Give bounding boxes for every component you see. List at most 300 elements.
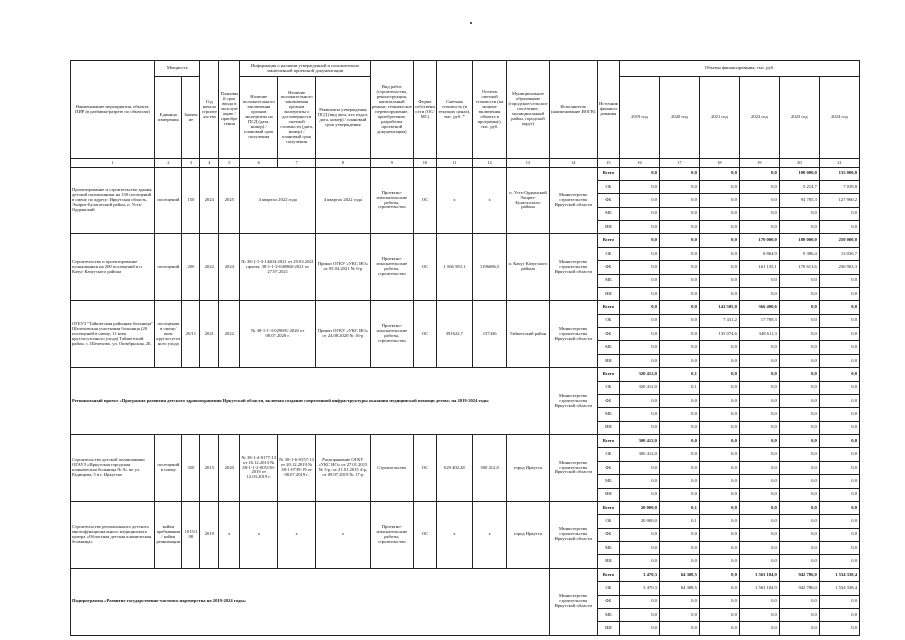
funding-value: 0,0 <box>819 528 859 541</box>
object-cost-conclusion: № 38-1-6-0157-13 от 20.12.2019 № 38-1-0739-19 от 08.07.2019 г. <box>278 435 316 502</box>
funding-value: 0,0 <box>619 261 659 274</box>
funding-value: 0,0 <box>779 475 819 488</box>
funding-value: 0,0 <box>699 354 739 367</box>
hdr-executor: Исполнитель (наименование ИОГВ) <box>549 61 597 159</box>
funding-value: 135 000,0 <box>819 167 859 180</box>
funding-value: 0,0 <box>659 314 699 327</box>
object-plan-term: 2025 <box>219 167 240 234</box>
funding-value: 0,0 <box>659 234 699 247</box>
column-number: 5 <box>219 159 240 167</box>
object-cost-conclusion: х <box>278 501 316 568</box>
funding-value: 170 000,0 <box>739 234 779 247</box>
funding-value: 170 613,6 <box>779 261 819 274</box>
object-executor: Министерство строительства Иркутской области <box>549 501 597 568</box>
object-start-year: 2021 <box>200 301 219 368</box>
funding-value: 0,0 <box>659 341 699 354</box>
funding-value: 0,0 <box>819 595 859 608</box>
column-number: 2 <box>155 159 182 167</box>
object-est-cost: 1 566 583,1 <box>437 234 473 301</box>
funding-value: 300 412,0 <box>619 435 659 448</box>
funding-value: 135 074,6 <box>699 328 739 341</box>
funding-value: 0,0 <box>739 488 779 501</box>
column-number: 3 <box>182 159 200 167</box>
funding-value: 0,0 <box>779 608 819 621</box>
column-number: 19 <box>739 159 779 167</box>
funding-source: Всего <box>597 301 619 314</box>
funding-value: 1 563 104,9 <box>739 568 779 581</box>
funding-value: 0,0 <box>699 475 739 488</box>
column-number: 13 <box>507 159 549 167</box>
funding-value: 0,0 <box>659 207 699 220</box>
funding-value: 0,0 <box>659 261 699 274</box>
object-work-type: Строительство <box>370 435 413 502</box>
hdr-work-type: Вид работ (строительство, реконструкция, капитальный ремонт, техническое перевооружение, приобретение, разработка проектной документации) <box>370 61 413 159</box>
funding-value: 0,0 <box>619 234 659 247</box>
column-number: 8 <box>316 159 371 167</box>
funding-value: 0,0 <box>779 435 819 448</box>
object-approval: х <box>316 501 371 568</box>
funding-value: 161 135,1 <box>739 261 779 274</box>
subprogram-executor: Министерство строительства Иркутской области <box>549 568 597 635</box>
funding-value: 0,0 <box>619 247 659 260</box>
hdr-year-2021: 2021 год <box>699 77 739 159</box>
funding-value: 0,0 <box>819 381 859 394</box>
funding-source: МБ <box>597 542 619 555</box>
funding-value: 0,0 <box>739 501 779 514</box>
funding-value: 0,0 <box>819 354 859 367</box>
object-unit: посещения в смену/коек круглосуточного ухода <box>155 301 182 368</box>
funding-value: 0,0 <box>819 475 859 488</box>
funding-value: 0,0 <box>819 221 859 234</box>
funding-source: ФБ <box>597 595 619 608</box>
funding-value: 0,0 <box>739 542 779 555</box>
funding-value: 0,0 <box>819 328 859 341</box>
hdr-approval: Реквизиты утверждения ПСД (вид акта, кто издал, дата, номер) / плановый срок утверждения <box>316 77 371 159</box>
funding-value: 0,0 <box>739 475 779 488</box>
funding-value: 0,0 <box>659 555 699 568</box>
funding-table <box>70 60 860 636</box>
funding-value: 0,0 <box>699 341 739 354</box>
funding-value: 0,0 <box>739 595 779 608</box>
funding-value: 0,0 <box>699 274 739 287</box>
funding-value: 0,0 <box>819 608 859 621</box>
object-ownership: ОС <box>413 301 436 368</box>
object-conclusion: № 38-1-1-3-029691-2020 от 08.07.2020 г. <box>240 301 316 368</box>
funding-value: 0,0 <box>739 528 779 541</box>
funding-value: 0,0 <box>739 435 779 448</box>
funding-source: ОБ <box>597 515 619 528</box>
funding-value: 0,0 <box>739 555 779 568</box>
funding-value: 0,0 <box>739 194 779 207</box>
funding-value: 0,0 <box>699 501 739 514</box>
funding-value: 0,0 <box>699 207 739 220</box>
funding-value: 0,0 <box>699 180 739 193</box>
column-number: 7 <box>278 159 316 167</box>
hdr-pd-info: Информация о наличии утвержденной и положительно заключенной проектной документации <box>240 61 370 77</box>
funding-source: ОБ <box>597 582 619 595</box>
object-work-type: Проектно-изыскательские работы, строительство <box>370 501 413 568</box>
funding-value: 0,0 <box>819 622 859 635</box>
object-name: Проектирование и строительство здания детской поликлиники на 150 посещений в смену по адресу: Иркутская область, Эхирит-Булагатский район, п. Усть-Ордынский <box>71 167 155 234</box>
object-name: ОГБУЗ "Тайшетская районная больница" Шелеховская участковая больница (20 посещений в смену, 11 коек круглосуточного ухода) Тайшетский район, с. Шелехово, ул. Октябрьская, 2Б <box>71 301 155 368</box>
funding-value: 1 563 104,9 <box>739 582 779 595</box>
funding-value: 1 534 338,4 <box>819 582 859 595</box>
object-remaining: 300 412,0 <box>472 435 507 502</box>
object-start-year: 2023 <box>200 167 219 234</box>
funding-value: 7 039,8 <box>819 180 859 193</box>
object-plan-term: х <box>219 501 240 568</box>
funding-value: 0,0 <box>819 515 859 528</box>
funding-value: 0,0 <box>819 488 859 501</box>
funding-value: 0,0 <box>699 555 739 568</box>
funding-value: 0,0 <box>739 394 779 407</box>
funding-value: 0,0 <box>739 354 779 367</box>
funding-value: 0,0 <box>779 207 819 220</box>
funding-value: 0,0 <box>739 408 779 421</box>
funding-value: 0,0 <box>619 461 659 474</box>
funding-value: 20 000,0 <box>619 515 659 528</box>
hdr-municipality: Муниципальное образование (городское/сельское поселение, муниципальный район, городской округ) <box>507 61 549 159</box>
object-municipality: п. Качуг Качугского района <box>507 234 549 301</box>
funding-value: 0,0 <box>619 595 659 608</box>
funding-source: Всего <box>597 167 619 180</box>
funding-source: ИИ <box>597 221 619 234</box>
funding-value: 0,0 <box>819 274 859 287</box>
hdr-unit: Единица измерения <box>155 77 182 159</box>
hdr-year-2020: 2020 год <box>659 77 699 159</box>
object-ownership: ОС <box>413 234 436 301</box>
funding-value: 348 611,3 <box>739 328 779 341</box>
funding-value: 0,0 <box>699 381 739 394</box>
table-row <box>71 368 860 381</box>
object-remaining: 157436 <box>472 301 507 368</box>
object-conclusion: 4 квартал 2022 года <box>240 167 316 234</box>
funding-value: 0,0 <box>739 448 779 461</box>
funding-value: 0,0 <box>699 287 739 300</box>
funding-value: 94 785,3 <box>779 194 819 207</box>
funding-value: 0,0 <box>699 167 739 180</box>
funding-source: ИИ <box>597 555 619 568</box>
funding-value: 17 789,3 <box>739 314 779 327</box>
funding-value: 0,0 <box>659 394 699 407</box>
funding-value: 0,0 <box>659 475 699 488</box>
object-value: 150 <box>182 167 200 234</box>
hdr-ownership: Форма собственности (ОС/МС) <box>413 61 436 159</box>
funding-value: 0,0 <box>819 542 859 555</box>
funding-value: 0,0 <box>699 515 739 528</box>
funding-value: 0,0 <box>819 421 859 434</box>
object-name: Строительство и проектирование поликлиники на 200 посещений в п. Качуг Качугского района <box>71 234 155 301</box>
object-est-cost: 629 402,28 <box>437 435 473 502</box>
object-ownership: ОС <box>413 501 436 568</box>
object-approval: Приказ ОГКУ «УКС ИО» от 24.08.2020 № 16-р <box>316 301 371 368</box>
hdr-year-2019: 2019 год <box>619 77 659 159</box>
funding-value: 0,0 <box>619 328 659 341</box>
funding-value: 0,0 <box>779 501 819 514</box>
funding-value: 0,0 <box>659 461 699 474</box>
funding-value: 0,0 <box>619 221 659 234</box>
funding-source: ФБ <box>597 328 619 341</box>
object-start-year: 2022 <box>200 234 219 301</box>
hdr-power: Мощность <box>155 61 200 77</box>
object-conclusion: х <box>240 501 278 568</box>
funding-value: 0,0 <box>779 341 819 354</box>
funding-source: ФБ <box>597 394 619 407</box>
object-ownership: ОС <box>413 167 436 234</box>
funding-source: ФБ <box>597 261 619 274</box>
funding-value: 0,0 <box>699 595 739 608</box>
funding-source: Всего <box>597 568 619 581</box>
funding-value: 0,0 <box>619 555 659 568</box>
funding-source: МБ <box>597 207 619 220</box>
object-approval: 4 квартал 2022 года <box>316 167 371 234</box>
funding-value: 0,0 <box>659 328 699 341</box>
funding-value: 0,0 <box>779 287 819 300</box>
funding-value: 3 470,3 <box>619 582 659 595</box>
object-plan-term: 2024 <box>219 234 240 301</box>
funding-value: 0,0 <box>699 542 739 555</box>
funding-source: ОБ <box>597 247 619 260</box>
funding-value: 0,0 <box>659 301 699 314</box>
column-number: 1 <box>71 159 155 167</box>
funding-value: 0,0 <box>699 261 739 274</box>
funding-value: 320 412,0 <box>619 368 659 381</box>
funding-value: 0,0 <box>619 341 659 354</box>
funding-value: 236 963,3 <box>819 261 859 274</box>
funding-value: 0,0 <box>819 461 859 474</box>
funding-source: МБ <box>597 475 619 488</box>
funding-value: 0,0 <box>739 515 779 528</box>
object-municipality: город Иркутск <box>507 435 549 502</box>
funding-value: 0,0 <box>659 435 699 448</box>
hdr-start-year: Год начала строительства <box>200 61 219 159</box>
funding-value: 0,0 <box>619 488 659 501</box>
table-row <box>71 301 860 314</box>
funding-source: ФБ <box>597 528 619 541</box>
funding-value: 0,0 <box>819 301 859 314</box>
funding-value: 0,0 <box>779 314 819 327</box>
object-work-type: Проектно-изыскательские работы, строительство <box>370 234 413 301</box>
object-work-type: Проектно-изыскательские работы, строительство <box>370 301 413 368</box>
funding-value: 0,0 <box>739 608 779 621</box>
funding-value: 0,0 <box>779 381 819 394</box>
funding-value: 0,0 <box>619 622 659 635</box>
funding-value: 0,0 <box>779 461 819 474</box>
hdr-cost-conclusion: Наличие положительного заключения органов экспертизы о достоверности сметной стоимости (дата, номер) / плановый срок получения <box>278 77 316 159</box>
object-conclusion: № 38-1-1-3-14204-2021 от 29.03.2021 проект, 38-1-1-2-040860-2021 от 27.07.2021 <box>240 234 316 301</box>
funding-value: 0,0 <box>659 528 699 541</box>
funding-value: 0,0 <box>779 221 819 234</box>
funding-value: 0,0 <box>619 354 659 367</box>
funding-source: ОБ <box>597 448 619 461</box>
funding-value: 0,0 <box>619 528 659 541</box>
object-unit: посещений в смену <box>155 435 182 502</box>
funding-value: 250 000,0 <box>819 234 859 247</box>
funding-value: 0,0 <box>699 194 739 207</box>
funding-value: 0,0 <box>779 328 819 341</box>
funding-value: 7 431,2 <box>699 314 739 327</box>
funding-value: 0,0 <box>659 421 699 434</box>
object-municipality: Тайшетский район <box>507 301 549 368</box>
funding-value: 0,0 <box>619 287 659 300</box>
column-number: 20 <box>779 159 819 167</box>
funding-value: 0,0 <box>819 448 859 461</box>
funding-value: 300 412,0 <box>619 448 659 461</box>
object-executor: Министерство строительства Иркутской области <box>549 301 597 368</box>
funding-value: 0,0 <box>819 408 859 421</box>
column-number: 17 <box>659 159 699 167</box>
table-row <box>71 568 860 581</box>
funding-value: 0,0 <box>739 287 779 300</box>
funding-value: 0,0 <box>819 287 859 300</box>
column-number: 18 <box>699 159 739 167</box>
funding-value: 0,0 <box>739 341 779 354</box>
object-plan-term: 2022 <box>219 301 240 368</box>
funding-value: 0,0 <box>739 167 779 180</box>
funding-value: 0,0 <box>739 381 779 394</box>
scan-dot <box>470 22 472 24</box>
hdr-funding: Объемы финансирования, тыс. руб. <box>619 61 859 77</box>
funding-value: 0,0 <box>699 568 739 581</box>
funding-value: 0,0 <box>819 501 859 514</box>
object-ownership: ОС <box>413 435 436 502</box>
funding-value: 0,0 <box>779 448 819 461</box>
funding-value: 0,0 <box>739 622 779 635</box>
funding-value: 0,0 <box>819 394 859 407</box>
funding-value: 127 960,2 <box>819 194 859 207</box>
funding-value: 0,0 <box>659 448 699 461</box>
funding-value: 0,0 <box>699 488 739 501</box>
funding-value: 0,0 <box>739 461 779 474</box>
funding-value: 0,0 <box>659 180 699 193</box>
object-unit: койки пребывания / койки реанимации <box>155 501 182 568</box>
funding-source: МБ <box>597 274 619 287</box>
funding-value: 0,0 <box>779 542 819 555</box>
hdr-positive-conclusion: Наличие положительного заключения органов экспертизы на ПСД (дата, номер) / плановый срок получения <box>240 77 278 159</box>
object-remaining: 1196686,5 <box>472 234 507 301</box>
funding-value: 0,0 <box>619 314 659 327</box>
funding-value: 0,0 <box>739 421 779 434</box>
funding-value: 64 308,5 <box>659 568 699 581</box>
funding-value: 0,0 <box>619 167 659 180</box>
funding-value: 0,1 <box>659 381 699 394</box>
object-unit: посещений <box>155 234 182 301</box>
funding-value: 0,0 <box>779 515 819 528</box>
funding-source: ИИ <box>597 622 619 635</box>
funding-value: 0,0 <box>779 354 819 367</box>
hdr-value: Значение <box>182 77 200 159</box>
column-number: 6 <box>240 159 278 167</box>
object-est-cost: 391622,7 <box>437 301 473 368</box>
funding-source: ИИ <box>597 488 619 501</box>
object-start-year: 2015 <box>200 435 219 502</box>
funding-value: 366 400,6 <box>739 301 779 314</box>
funding-value: 0,0 <box>699 394 739 407</box>
funding-value: 0,0 <box>619 180 659 193</box>
funding-value: 0,0 <box>659 408 699 421</box>
funding-value: 0,0 <box>619 475 659 488</box>
funding-value: 0,0 <box>779 301 819 314</box>
funding-value: 0,0 <box>619 301 659 314</box>
funding-value: 0,0 <box>699 247 739 260</box>
object-start-year: 2019 <box>200 501 219 568</box>
funding-value: 0,0 <box>699 608 739 621</box>
funding-value: 0,0 <box>779 555 819 568</box>
hdr-source: Источник финансирования <box>597 61 619 159</box>
funding-value: 0,0 <box>619 274 659 287</box>
column-number: 21 <box>819 159 859 167</box>
funding-source: ОБ <box>597 381 619 394</box>
funding-value: 0,0 <box>659 595 699 608</box>
hdr-remaining: Остаток сметной стоимости (на момент включения объекта в программу), тыс. руб. <box>472 61 507 159</box>
funding-value: 0,0 <box>779 488 819 501</box>
object-municipality: п. Усть-Ордынский Эхирит-Булагатского района <box>507 167 549 234</box>
funding-value: 0,0 <box>739 180 779 193</box>
funding-value: 320 412,0 <box>619 381 659 394</box>
object-approval: Распоряжение ОГКУ «УКС ИО» от 27.01.2015 № 3-р, от 21.01.2015 4-р, от 09.07.2019 № 17-р <box>316 435 371 502</box>
funding-value: 0,0 <box>739 274 779 287</box>
funding-source: ОБ <box>597 180 619 193</box>
funding-source: ОБ <box>597 314 619 327</box>
column-number: 16 <box>619 159 659 167</box>
funding-value: 0,0 <box>779 394 819 407</box>
funding-value: 3 470,3 <box>619 568 659 581</box>
table-row <box>71 234 860 247</box>
object-unit: посещений <box>155 167 182 234</box>
object-est-cost: х <box>437 501 473 568</box>
funding-value: 0,0 <box>659 488 699 501</box>
funding-value: 0,0 <box>619 408 659 421</box>
subprogram-title: Подпрограмма «Развитие государственно-частного партнерства на 2019-2024 годы» <box>71 568 550 635</box>
funding-value: 0,0 <box>699 408 739 421</box>
funding-value: 0,0 <box>819 368 859 381</box>
funding-value: 0,0 <box>699 234 739 247</box>
column-number: 4 <box>200 159 219 167</box>
object-executor: Министерство строительства Иркутской области <box>549 234 597 301</box>
funding-value: 0,0 <box>699 421 739 434</box>
funding-value: 0,0 <box>699 221 739 234</box>
object-value: 1015/108 <box>182 501 200 568</box>
funding-value: 0,0 <box>659 167 699 180</box>
funding-value: 0,0 <box>739 368 779 381</box>
funding-value: 0,0 <box>819 314 859 327</box>
funding-value: 142 505,8 <box>699 301 739 314</box>
column-number: 12 <box>472 159 507 167</box>
funding-value: 0,1 <box>659 501 699 514</box>
object-approval: Приказ ОГКУ «УКС ИО» от 05.04.2021 № 6-р <box>316 234 371 301</box>
funding-value: 0,0 <box>699 368 739 381</box>
funding-value: 0,0 <box>699 528 739 541</box>
funding-value: 0,0 <box>619 608 659 621</box>
funding-source: ФБ <box>597 194 619 207</box>
column-number: 11 <box>437 159 473 167</box>
funding-source: Всего <box>597 368 619 381</box>
funding-value: 5 214,7 <box>779 180 819 193</box>
funding-source: ИИ <box>597 354 619 367</box>
funding-value: 0,0 <box>659 622 699 635</box>
regional-project-title: Региональный проект «Программа развития детского здравоохранения Иркутской области, включая создание современной инфраструктуры оказания медицинской помощи детям» на 2019-2024 годы <box>71 368 550 435</box>
object-executor: Министерство строительства Иркутской области <box>549 435 597 502</box>
funding-value: 0,0 <box>659 247 699 260</box>
funding-value: 0,0 <box>659 354 699 367</box>
funding-value: 0,0 <box>779 622 819 635</box>
funding-value: 0,1 <box>659 368 699 381</box>
funding-value: 0,0 <box>699 622 739 635</box>
funding-value: 0,0 <box>779 528 819 541</box>
object-value: 200 <box>182 234 200 301</box>
table-row <box>71 501 860 514</box>
funding-value: 0,0 <box>819 341 859 354</box>
